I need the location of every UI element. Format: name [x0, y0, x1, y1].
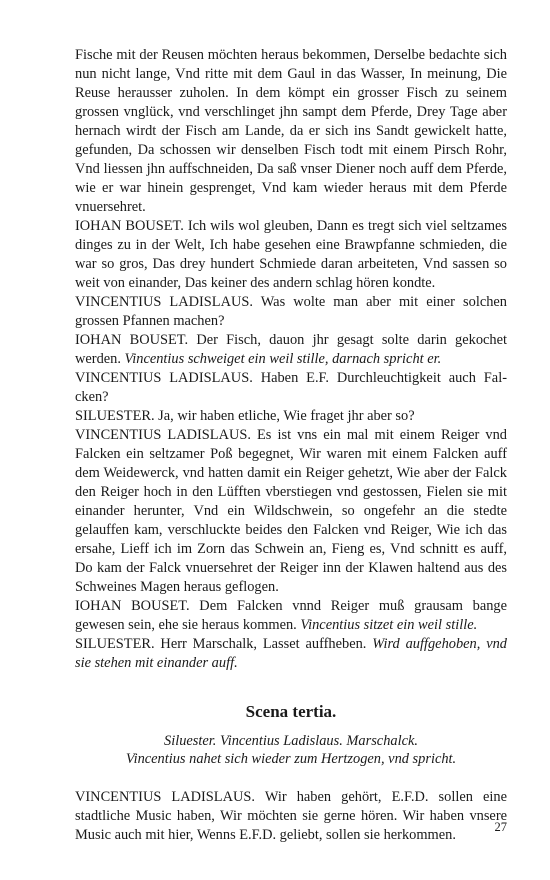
dialogue-text: IOHAN BOUSET. Dem Falcken vnnd Reiger muß grausam bange gewesen sein, ehe sie heraus kommen. — [75, 598, 507, 633]
scene-direction-characters: Siluester. Vincentius Ladislaus. Marschalck. — [164, 733, 418, 749]
dialogue-text: VINCENTIUS LADISLAUS. Was wolte man aber mit einer solchen grossen Pfannen machen? — [75, 294, 507, 329]
dialogue-text: SILUESTER. Herr Marschalk, Lasset auffheben. — [75, 636, 373, 652]
dialogue-paragraph — [75, 331, 507, 369]
dialogue-text: VINCENTIUS LADISLAUS. Es ist vns ein mal mit einem Reiger vnd Falcken ein seltzamer Poß begegnet, Wir waren mit einem Falcken auff dem Weidewerck, vnd hatten damit ein Reiger gehetzt, Wie aber der Falck den Reiger hoch in den Lüfften vberstiegen vnd gestossen, Fielen sie mit einander herunter, Vnd ein Wildschwein, so ongefehr an die stedte gelauffen kam, verschluckte beides den Falcken vnd Reiger, Wie ich das ersahe, Lieff ich im Zorn das Schwein an, Fieng es, Vnd schnitt es auff, Do kam der Falck vnuersehret der Reiger inn der Klawen haltend aus des Schweines Magen heraus geflogen. — [75, 427, 507, 595]
dialogue-paragraph — [75, 597, 507, 635]
stage-direction: Wird auffgehoben, vnd sie stehen mit einander auff. — [75, 636, 507, 671]
dialogue-block-top — [75, 46, 507, 673]
spacer — [75, 768, 507, 788]
dialogue-paragraph — [75, 407, 507, 426]
dialogue-paragraph — [75, 788, 507, 845]
dialogue-paragraph — [75, 369, 507, 407]
dialogue-text: IOHAN BOUSET. Der Fisch, dauon jhr gesagt solte darin gekochet werden. — [75, 332, 507, 367]
dialogue-paragraph — [75, 635, 507, 673]
dialogue-paragraph — [75, 293, 507, 331]
dialogue-text: SILUESTER. Ja, wir haben etliche, Wie fraget jhr aber so? — [75, 408, 415, 424]
dialogue-text: VINCENTIUS LADISLAUS. Haben E.F. Durchleuchtigkeit auch Falcken? — [75, 370, 507, 405]
stage-direction: Vincentius sitzet ein weil stille. — [300, 617, 478, 633]
page-body — [75, 46, 507, 845]
dialogue-text: Fische mit der Reusen möchten heraus bekommen, Derselbe bedachte sich nun nicht lange, Vnd ritte mit dem Gaul in das Wasser, In meinung, Die Reuse herausser zuholen. In dem kömpt ein grosser Fisch zu seinem grossen vnglück, vnd verschlinget jhn sampt dem Pferde, Drey Tage aber hernach wirdt der Fisch am Lande, da er sich ins Sandt gewickelt hatte, gefunden, Da schossen wir denselben Fisch todt mit einem Pirsch Rohr, Vnd liessen jhn auffschneiden, Da saß vnser Diener noch auff dem Pferde, wie er war hinein gesprenget, Vnd kam wieder heraus mit dem Pferde vnuersehret. — [75, 47, 507, 215]
dialogue-text: VINCENTIUS LADISLAUS. Wir haben gehört, E.F.D. sollen eine stadtliche Music haben, Wir möchten sie gerne hören. Wir haben vnsere Music auch mit hier, Wenns E.F.D. geliebt, sollen sie herkommen. — [75, 789, 507, 843]
page-number: 27 — [494, 820, 507, 834]
dialogue-paragraph — [75, 217, 507, 293]
dialogue-text: IOHAN BOUSET. Ich wils wol gleuben, Dann es tregt sich viel seltzames dinges zu in der Welt, Ich habe gesehen eine Brawpfanne schmieden, die war so gros, Das drey hundert Schmiede daran arbeiteten, Vnd sassen so weit von einander, Das keiner des andern schlag hören kondte. — [75, 218, 507, 291]
stage-direction: Vincentius schweiget ein weil stille, darnach spricht er. — [124, 351, 442, 367]
dialogue-block-bottom — [75, 788, 507, 845]
dialogue-paragraph — [75, 426, 507, 597]
scene-title: Scena tertia. — [245, 702, 337, 721]
scene-direction-action: Vincentius nahet sich wieder zum Hertzogen, vnd spricht. — [125, 751, 457, 767]
dialogue-paragraph — [75, 46, 507, 217]
